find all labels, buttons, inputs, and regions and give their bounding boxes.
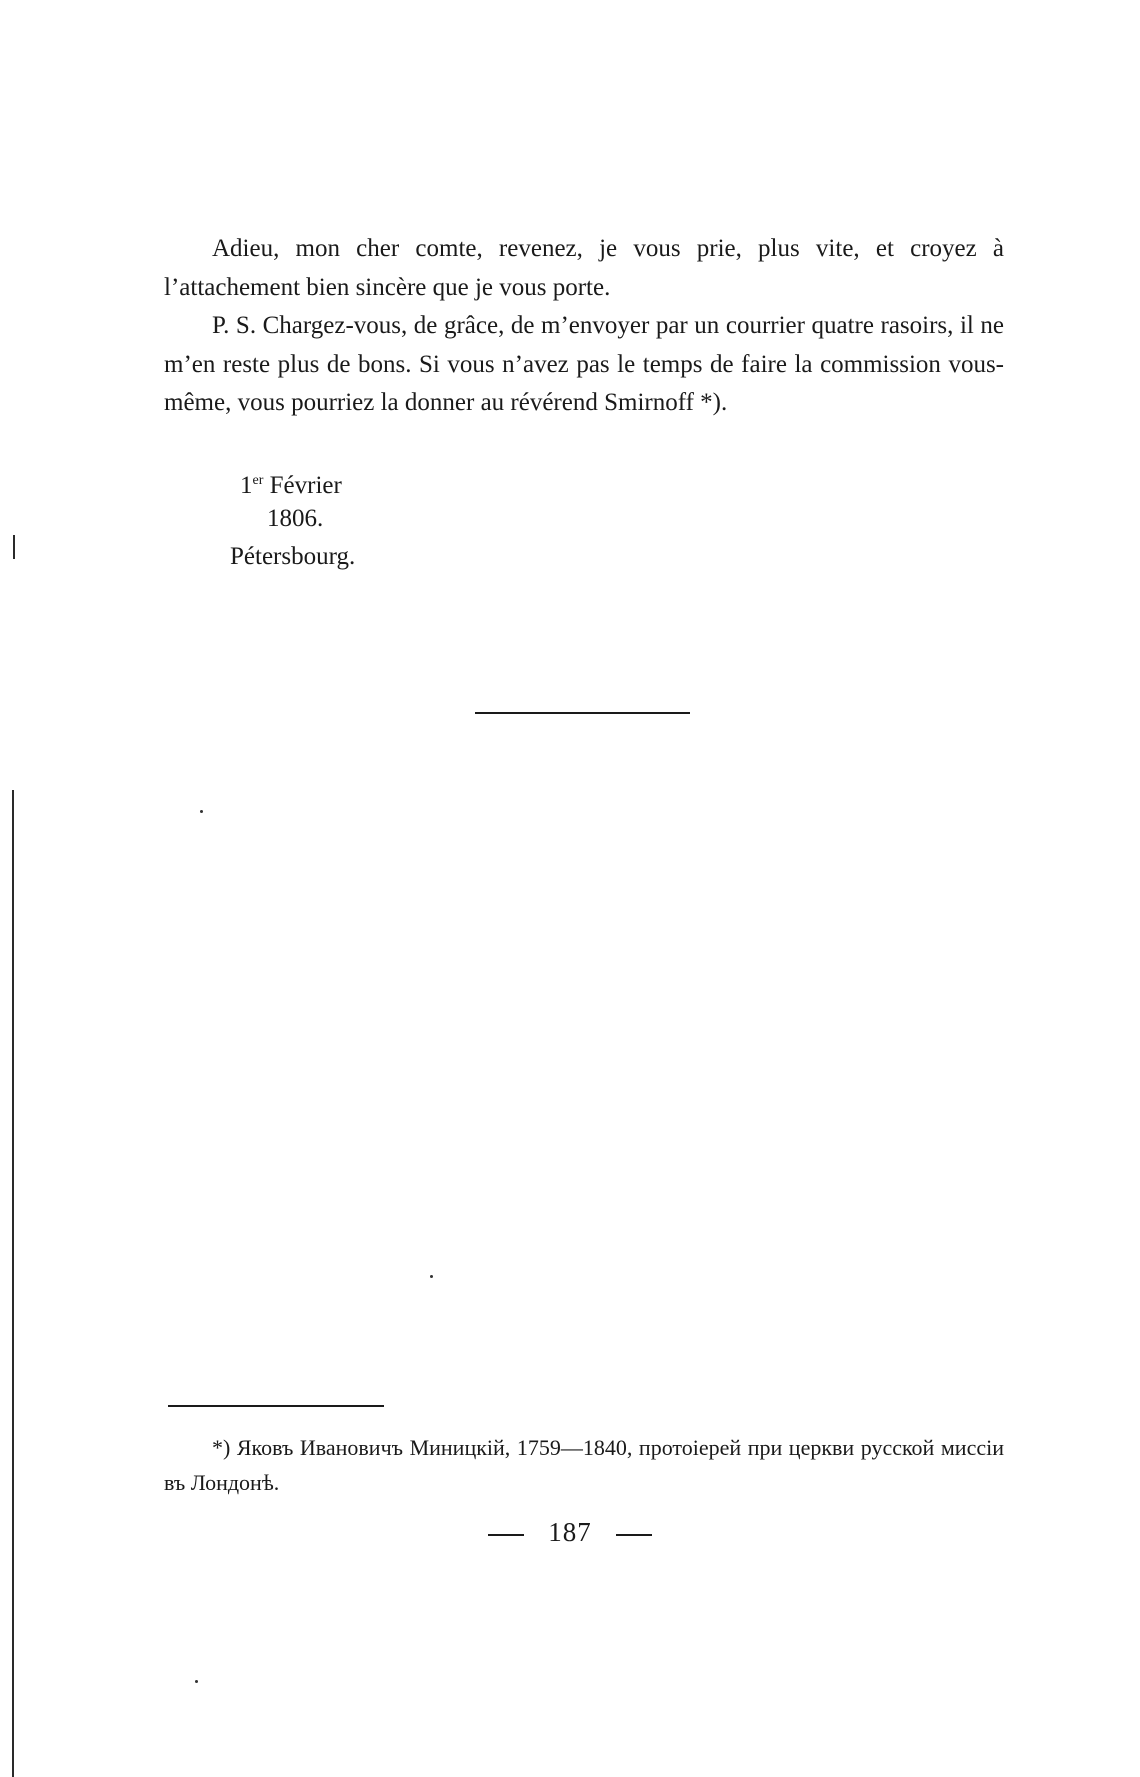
scan-margin-line <box>12 790 14 1777</box>
page-number-dash-left <box>488 1534 524 1536</box>
date-month: Février <box>269 472 342 499</box>
footnote <box>164 1430 1004 1500</box>
scan-speck <box>200 810 203 813</box>
page-number-line <box>0 1517 1140 1548</box>
date-day: 1 <box>240 472 253 499</box>
letter-body <box>164 230 1004 423</box>
letter-year: 1806. <box>267 505 324 532</box>
scan-margin-mark <box>13 535 15 559</box>
footnote-text: *) Яковъ Ивановичъ Миницкій, 1759—1840, протоіерей при церкви русской миссіи въ Лондонѣ. <box>164 1435 1004 1495</box>
footnote-divider <box>168 1405 384 1407</box>
scan-speck <box>195 1680 198 1683</box>
postscript-paragraph: P. S. Chargez-vous, de grâce, de m’envoyer par un courrier quatre rasoirs, il ne m’en reste plus de bons. Si vous n’avez pas le temps de faire la commission vous-même, vous pourriez la donner au révérend Smirnoff *). <box>164 312 1004 416</box>
letter-place: Pétersbourg. <box>230 543 356 570</box>
closing-paragraph: Adieu, mon cher comte, revenez, je vous prie, plus vite, et croyez à l’attachement bien sincère que je vous porte. <box>164 235 1004 301</box>
letter-date <box>240 462 342 505</box>
scan-speck <box>430 1275 433 1278</box>
section-divider <box>475 712 690 714</box>
page-number: 187 <box>548 1517 592 1547</box>
date-day-suffix: er <box>252 473 264 488</box>
page-number-dash-right <box>616 1534 652 1536</box>
